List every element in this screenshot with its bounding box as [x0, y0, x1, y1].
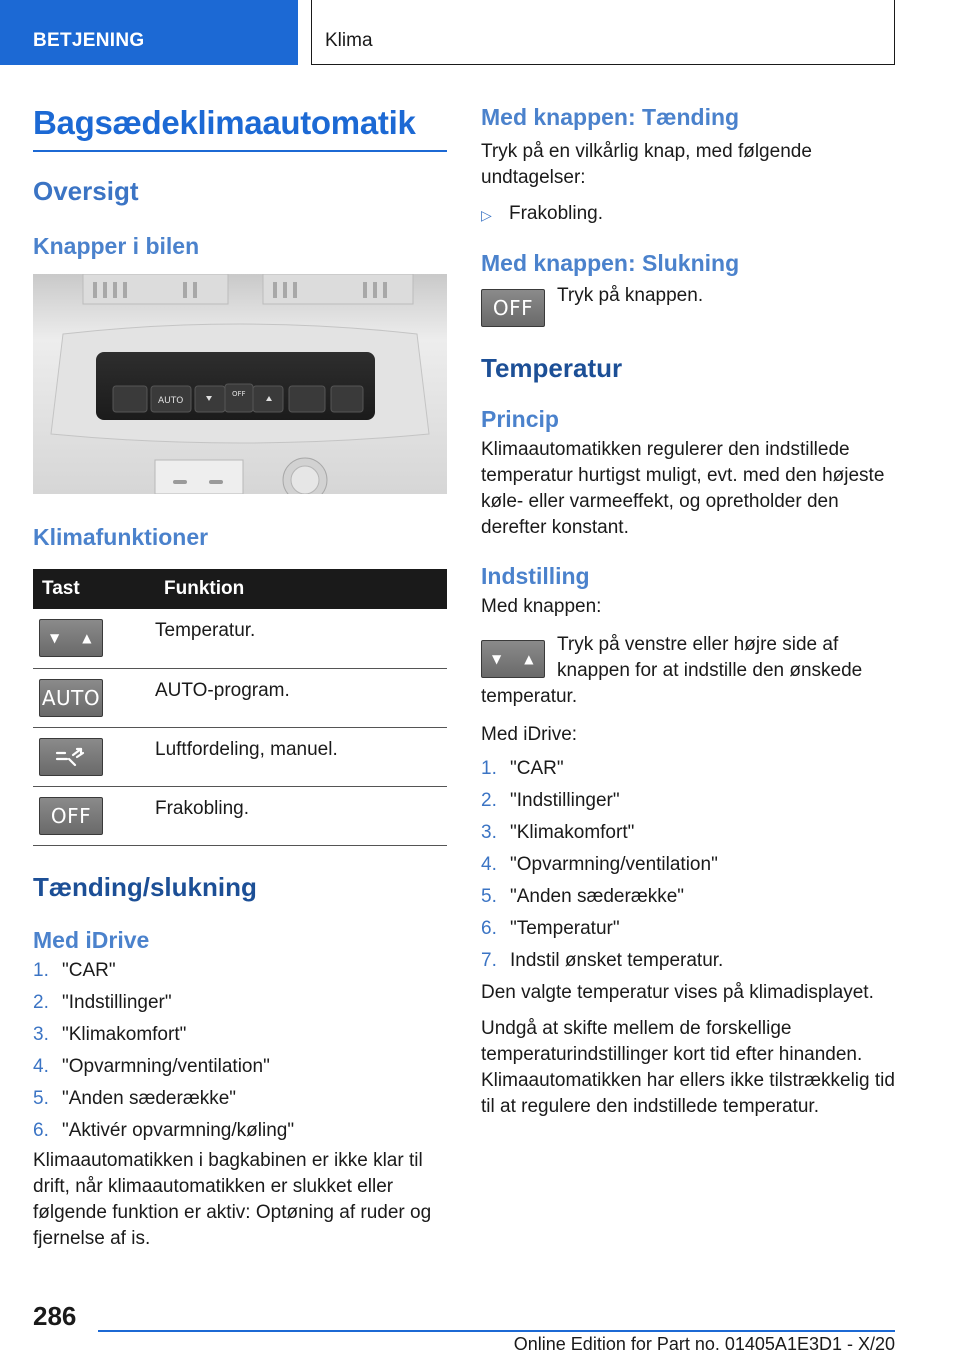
temperature-arrows-icon: ▼ ▲ — [481, 640, 545, 678]
heading-med-idrive: Med iDrive — [33, 926, 150, 953]
off-key-icon: OFF — [481, 289, 545, 327]
air-distribution-icon — [39, 738, 103, 776]
list-item: 4. "Opvarmning/ventilation" — [33, 1055, 270, 1077]
heading-oversigt: Oversigt — [33, 176, 139, 206]
temperature-arrows-icon: ▼ ▲ — [39, 619, 103, 657]
page-title: Bagsædeklimaautomatik — [33, 104, 447, 152]
knap-text: Tryk på venstre eller højre side af knappen for at indstille den ønskede temperatur. — [481, 634, 863, 707]
control-panel-photo — [33, 274, 447, 494]
page-number: 286 — [33, 1301, 77, 1331]
off-key-icon: OFF — [39, 797, 103, 835]
column-tast: Tast — [33, 569, 155, 609]
list-item: 5. "Anden sæderække" — [481, 886, 685, 907]
heading-taending: Tænding/slukning — [33, 871, 257, 902]
row-text: Frakobling. — [155, 786, 447, 845]
list-item: 4. "Opvarmning/ventilation" — [481, 854, 718, 875]
column-funktion: Funktion — [155, 569, 447, 609]
table-row — [33, 609, 447, 668]
row-text: AUTO-program. — [155, 668, 447, 727]
warning-paragraph: Undgå at skifte mellem de forskellige temperaturindstillinger kort tid efter hinanden. Klimaautomatikken har ellers ikke tilstrækkelig tid til at regulere den indstillede temperatur. — [481, 1018, 895, 1117]
heading-klimafunktioner: Klimafunktioner — [33, 524, 209, 550]
knap-instruction — [481, 632, 895, 710]
triangle-bullet-icon: ▷ — [481, 207, 492, 223]
idrive-steps-list — [33, 958, 447, 1144]
right-column — [481, 100, 895, 1120]
edition-text: Online Edition for Part no. 01405A1E3D1 - X/20 — [513, 1334, 895, 1354]
princip-text: Klimaautomatikken regulerer den indstillede temperatur hurtigst muligt, evt. med den højeste køle- eller varmeeffekt, og opretholder den derefter konstant. — [481, 439, 885, 538]
heading-princip: Princip — [481, 406, 559, 432]
photo-auto-label: AUTO — [158, 396, 184, 406]
list-item: 5. "Anden sæderække" — [33, 1087, 237, 1109]
list-item: 7. Indstil ønsket temperatur. — [481, 950, 724, 971]
function-table — [33, 569, 447, 846]
taending-text: Tryk på en vilkårlig knap, med følgende undtagelser: — [481, 141, 812, 188]
list-item: 2. "Indstillinger" — [33, 991, 172, 1013]
photo-off-label: OFF — [232, 390, 246, 398]
list-item: 3. "Klimakomfort" — [33, 1023, 187, 1045]
list-item: 2. "Indstillinger" — [481, 790, 620, 811]
temperature-steps-list — [481, 756, 895, 974]
auto-key-icon: AUTO — [39, 679, 103, 717]
table-row — [33, 786, 447, 845]
off-instruction — [481, 285, 895, 327]
row-text: Temperatur. — [155, 609, 447, 668]
med-idrive-label: Med iDrive: — [481, 724, 578, 745]
heading-knapper: Knapper i bilen — [33, 233, 200, 259]
heading-temperatur: Temperatur — [481, 353, 623, 383]
heading-indstilling: Indstilling — [481, 563, 590, 589]
list-item: ▷ Frakobling. — [481, 201, 895, 228]
list-item: 1. "CAR" — [33, 959, 116, 981]
table-row — [33, 727, 447, 786]
chapter-label: Klima — [311, 0, 895, 65]
table-row — [33, 668, 447, 727]
note-paragraph: Klimaautomatikken i bagkabinen er ikke klar til drift, når klimaautomatikken er slukket eller følgende funktion er aktiv: Optøning af ruder og fjernelse af is. — [33, 1149, 432, 1249]
heading-slukning-knap: Med knappen: Slukning — [481, 250, 740, 276]
air-flow-glyph — [51, 743, 91, 771]
row-text: Luftfordeling, manuel. — [155, 727, 447, 786]
list-item: 1. "CAR" — [481, 758, 564, 779]
slukning-text: Tryk på knappen. — [557, 285, 704, 306]
list-item: 6. "Aktivér opvarmning/køling" — [33, 1119, 295, 1141]
left-column — [33, 100, 447, 1252]
list-item: 3. "Klimakomfort" — [481, 822, 635, 843]
med-knappen-label: Med knappen: — [481, 596, 602, 617]
control-panel-illustration — [33, 274, 447, 494]
heading-taending-knap: Med knappen: Tænding — [481, 104, 740, 130]
section-tab: BETJENING — [0, 0, 298, 65]
list-item: 6. "Temperatur" — [481, 918, 620, 939]
display-paragraph: Den valgte temperatur vises på klimadisplayet. — [481, 982, 874, 1003]
footer-divider — [98, 1330, 895, 1332]
